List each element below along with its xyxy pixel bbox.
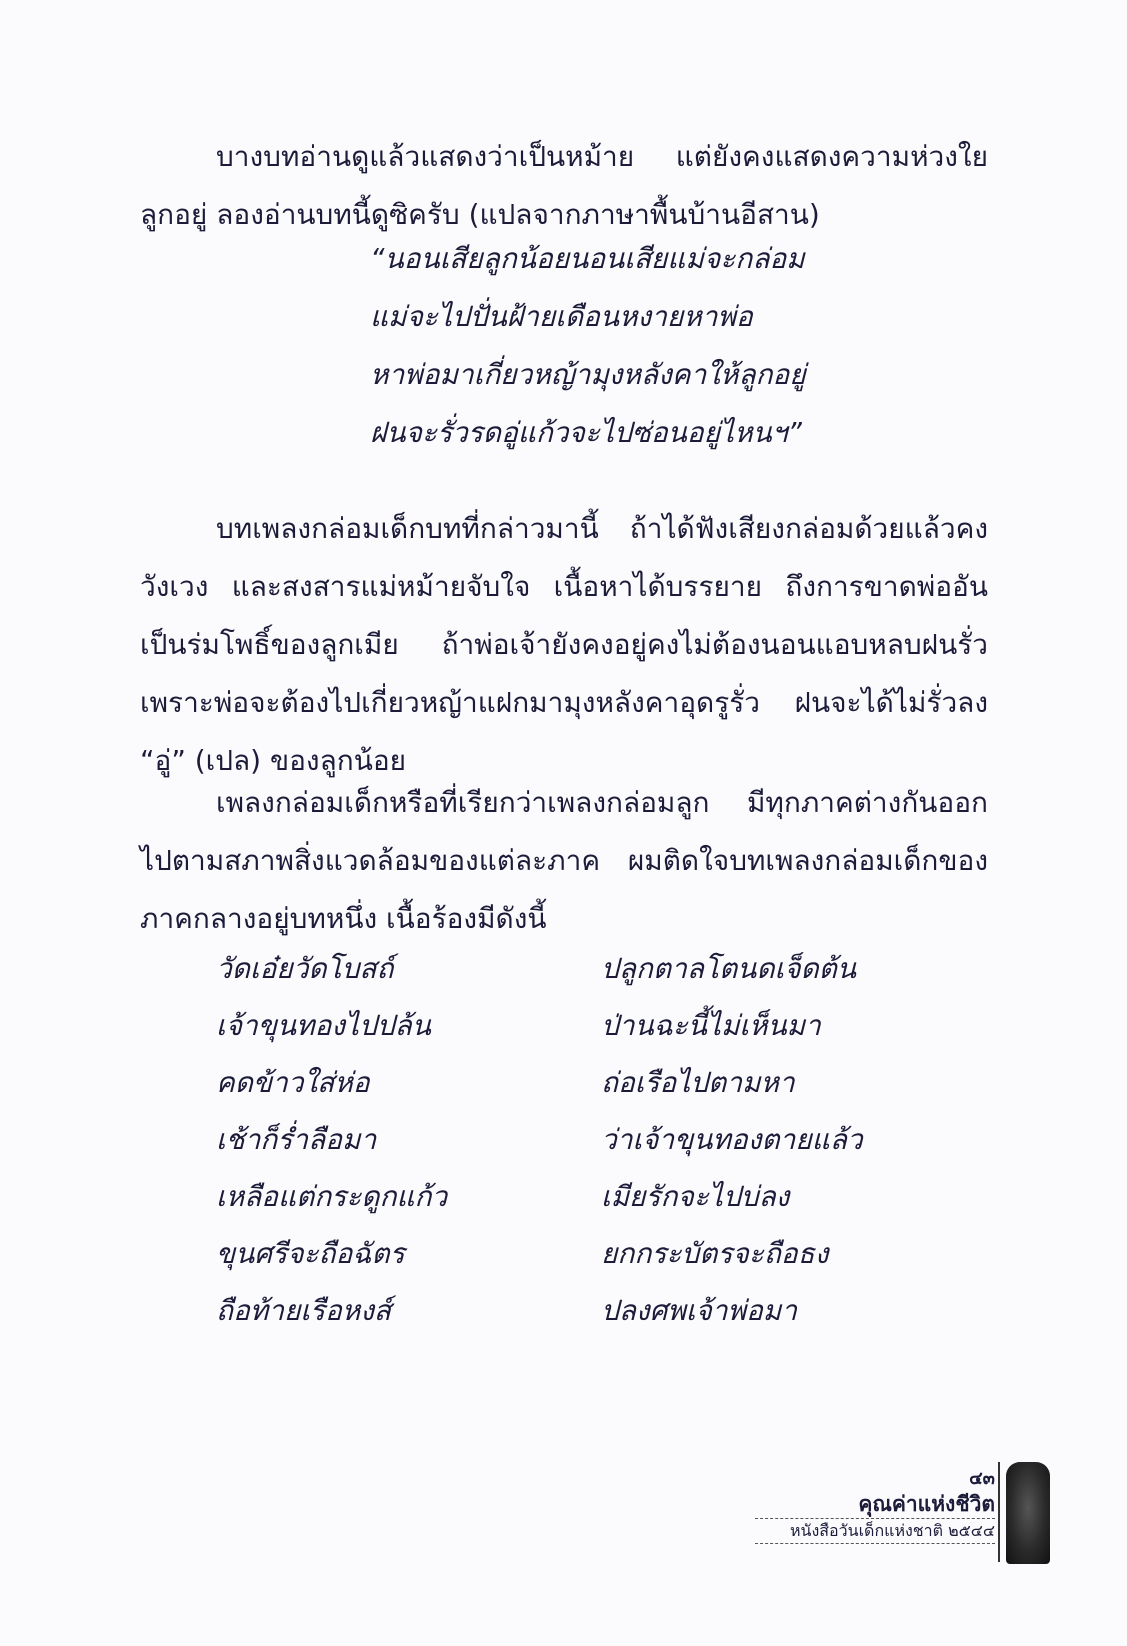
verse-row <box>216 1054 986 1111</box>
verse-right: ว่าเจ้าขุนทองตายแล้ว <box>601 1123 863 1156</box>
verse-row <box>216 1225 986 1282</box>
intro-paragraph: บางบทอ่านดูแล้วแสดงว่าเป็นหม้าย แต่ยังคงแสดงความห่วงใยลูกอยู่ ลองอ่านบทนี้ดูซิครับ (แปลจากภาษาพื้นบ้านอีสาน) <box>140 140 988 231</box>
verse-right: ปลูกตาลโตนดเจ็ดต้น <box>601 952 856 985</box>
book-title: คุณค่าแห่งชีวิต <box>858 1492 995 1516</box>
poem-line: หาพ่อมาเกี่ยวหญ้ามุงหลังคาให้ลูกอยู่ <box>370 358 806 391</box>
poem-line: ฝนจะรั่วรดอู่แก้วจะไปซ่อนอยู่ไหนฯ” <box>370 416 802 449</box>
verse-right: ยกกระบัตรจะถือธง <box>601 1237 829 1270</box>
verse-left: ถือท้ายเรือหงส์ <box>216 1294 391 1327</box>
verse-row <box>216 940 986 997</box>
verse-left: ขุนศรีจะถือฉัตร <box>216 1237 405 1270</box>
poem-line: “นอนเสียลูกน้อยนอนเสียแม่จะกล่อม <box>370 242 805 275</box>
verse-left: เจ้าขุนทองไปปล้น <box>216 1009 431 1042</box>
explanation-paragraph: บทเพลงกล่อมเด็กบทที่กล่าวมานี้ ถ้าได้ฟังเสียงกล่อมด้วยแล้วคงวังเวง และสงสารแม่หม้ายจับใจ เนื้อหาได้บรรยาย ถึงการขาดพ่ออันเป็นร่มโพธิ์ของลูกเมีย ถ้าพ่อเจ้ายังคงอยู่คงไม่ต้องนอนแอบหลบฝนรั่ว เพราะพ่อจะต้องไปเกี่ยวหญ้าแฝกมามุงหลังคาอุดรูรั่ว ฝนจะได้ไม่รั่วลง “อู่” (เปล) ของลูกน้อย <box>140 512 988 777</box>
verse-right: เมียรักจะไปบ่ลง <box>601 1180 790 1213</box>
page-footer <box>755 1468 995 1544</box>
verse-row <box>216 1111 986 1168</box>
verse-right: ป่านฉะนี้ไม่เห็นมา <box>601 1009 821 1042</box>
verse-left: คดข้าวใส่ห่อ <box>216 1066 370 1099</box>
verse-row <box>216 1282 986 1339</box>
verse-right: ถ่อเรือไปตามหา <box>601 1066 795 1099</box>
isan-poem <box>370 230 970 462</box>
poem-line: แม่จะไปปั่นฝ้ายเดือนหงายหาพ่อ <box>370 300 753 333</box>
verse-right: ปลงศพเจ้าพ่อมา <box>601 1294 797 1327</box>
verse-left: เหลือแต่กระดูกแก้ว <box>216 1180 448 1213</box>
footer-divider <box>998 1462 1000 1562</box>
verse-left: เช้าก็ร่ำลือมา <box>216 1123 377 1156</box>
central-poem <box>216 940 986 1339</box>
verse-row <box>216 997 986 1054</box>
footer-portrait-photo <box>1006 1462 1050 1564</box>
page-number: ๔๓ <box>969 1468 995 1489</box>
book-subtitle: หนังสือวันเด็กแห่งชาติ ๒๕๔๔ <box>755 1518 995 1544</box>
verse-left: วัดเอ๋ยวัดโบสถ์ <box>216 952 394 985</box>
central-intro-paragraph: เพลงกล่อมเด็กหรือที่เรียกว่าเพลงกล่อมลูก มีทุกภาคต่างกันออกไปตามสภาพสิ่งแวดล้อมของแต่ละภาค ผมติดใจบทเพลงกล่อมเด็กของภาคกลางอยู่บทหนึ่ง เนื้อร้องมีดังนี้ <box>140 786 988 935</box>
verse-row <box>216 1168 986 1225</box>
